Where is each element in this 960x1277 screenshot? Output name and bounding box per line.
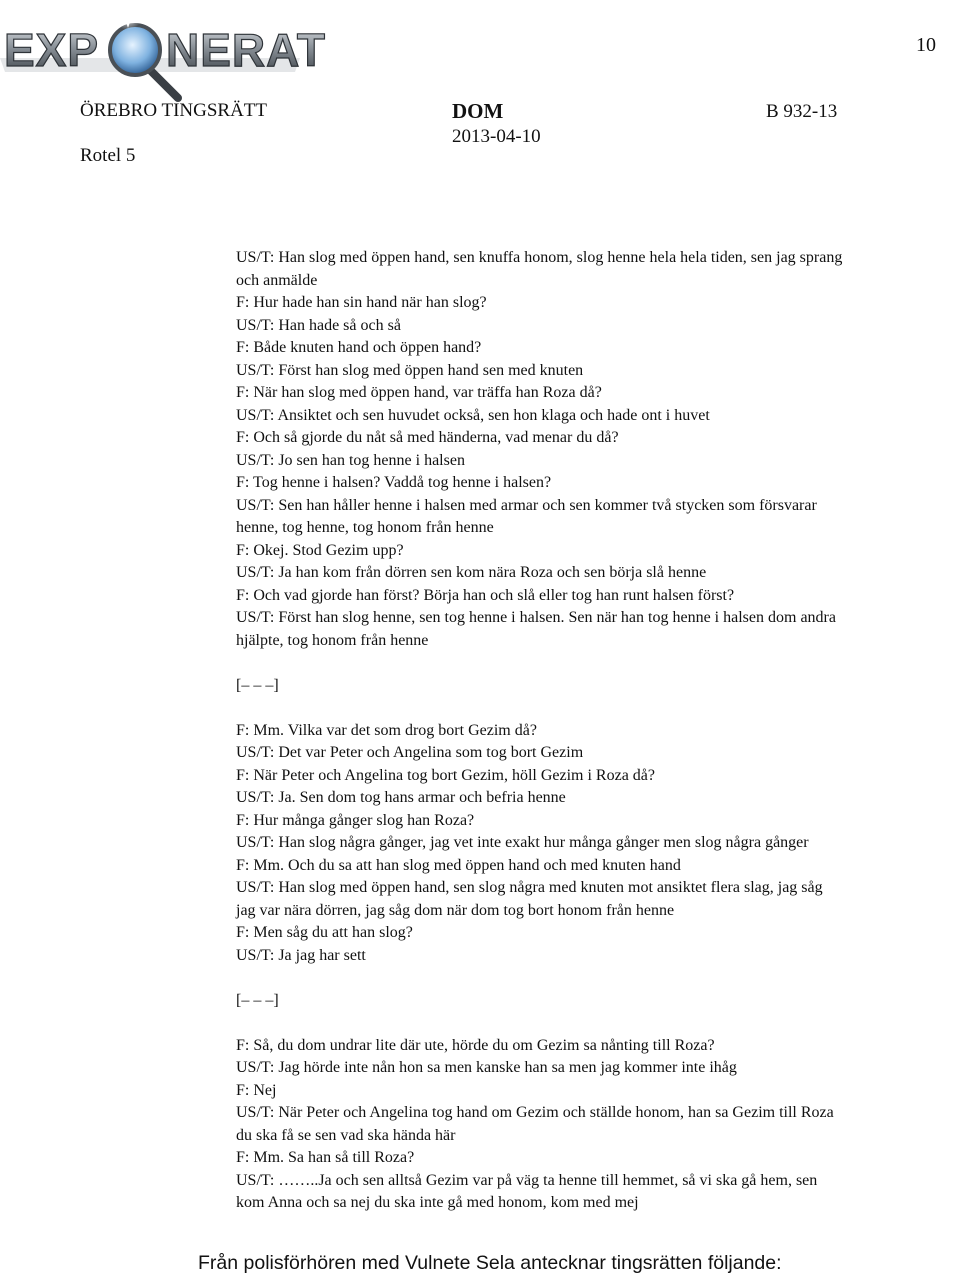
transcript-line: F: Så, du dom undrar lite där ute, hörde du om Gezim sa nånting till Roza? [236, 1036, 715, 1054]
transcript-line: kom Anna och sa nej du ska inte gå med honom, kom med mej [236, 1194, 639, 1211]
transcript-line: US/T: När Peter och Angelina tog hand om Gezim och ställde honom, han sa Gezim till Roza [236, 1104, 834, 1121]
document-type: DOM [452, 99, 504, 123]
svg-text:EXP: EXP [4, 24, 100, 76]
transcript-line: F: Och så gjorde du nåt så med händerna, vad menar du då? [236, 429, 619, 446]
transcript-line: och anmälde [236, 271, 318, 289]
paragraph-gap [236, 697, 936, 720]
transcript-line: US/T: ……..Ja och sen alltså Gezim var på väg ta henne till hemmet, så vi ska gå hem, sen [236, 1171, 818, 1189]
transcript-line: US/T: Jag hörde inte nån hon sa men kanske han sa men jag kommer inte ihåg [236, 1059, 737, 1076]
transcript-line: F: Hur hade han sin hand när han slog? [236, 294, 487, 311]
transcript-line: US/T: Han slog med öppen hand, sen slog några med knuten mot ansiktet flera slag, jag såg [236, 879, 823, 896]
transcript-line: henne, tog henne, tog honom från henne [236, 519, 494, 536]
transcript-line: US/T: Han hade så och så [236, 316, 401, 334]
court-name: ÖREBRO TINGSRÄTT [80, 100, 268, 121]
transcript-line: US/T: Ja jag har sett [236, 946, 366, 964]
transcript-line: F: Okej. Stod Gezim upp? [236, 541, 404, 559]
transcript-line: F: Tog henne i halsen? Vaddå tog henne i halsen? [236, 474, 552, 491]
page-number: 10 [916, 34, 936, 56]
transcript-line: F: Men såg du att han slog? [236, 924, 413, 941]
transcript-line: F: Nej [236, 1081, 277, 1099]
paragraph-gap [236, 1012, 936, 1035]
transcript-line: US/T: Han slog några gånger, jag vet inte exakt hur många gånger men slog några gånger [236, 834, 809, 851]
case-number: B 932-13 [766, 101, 838, 122]
paragraph-gap [236, 967, 936, 990]
transcript-line: US/T: Ansiktet och sen huvudet också, sen hon klaga och hade ont i huvet [236, 406, 710, 424]
transcript-line: F: Mm. Vilka var det som drog bort Gezim då? [236, 721, 537, 739]
svg-text:NERAT: NERAT [166, 24, 327, 76]
transcript-line: US/T: Ja. Sen dom tog hans armar och befria henne [236, 789, 566, 806]
transcript-line: jag var nära dörren, jag såg dom när dom tog bort honom från henne [236, 901, 675, 919]
transcript-line: US/T: Jo sen han tog henne i halsen [236, 451, 465, 469]
transcript-line: hjälpte, tog honom från henne [236, 631, 429, 649]
transcript-line: F: När Peter och Angelina tog bort Gezim, höll Gezim i Roza då? [236, 766, 655, 784]
footer-text: Från polisförhören med Vulnete Sela antecknar tingsrätten följande: [198, 1252, 782, 1274]
transcript-line: [– – –] [236, 676, 279, 694]
transcript-line: US/T: Först han slog med öppen hand sen med knuten [236, 361, 584, 379]
exponerat-logo [0, 0, 327, 100]
transcript-line: US/T: Ja han kom från dörren sen kom nära Roza och sen börja slå henne [236, 564, 707, 581]
transcript-line: F: Mm. Och du sa att han slog med öppen hand och med knuten hand [236, 856, 681, 874]
transcript-line: F: Både knuten hand och öppen hand? [236, 339, 482, 356]
transcript-line: US/T: Han slog med öppen hand, sen knuffa honom, slog henne hela hela tiden, sen jag sprang [236, 249, 843, 266]
transcript-line: US/T: Sen han håller henne i halsen med armar och sen kommer två stycken som försvarar [236, 496, 817, 514]
transcript-line: F: Hur många gånger slog han Roza? [236, 811, 475, 829]
document-date: 2013-04-10 [452, 126, 541, 147]
transcript-body [236, 247, 936, 1215]
transcript-line: [– – –] [236, 991, 279, 1009]
rotel-label: Rotel 5 [80, 145, 136, 166]
transcript-line: F: Mm. Sa han så till Roza? [236, 1149, 415, 1166]
transcript-line: F: När han slog med öppen hand, var träffa han Roza då? [236, 384, 602, 401]
transcript-line: US/T: Det var Peter och Angelina som tog bort Gezim [236, 744, 584, 761]
paragraph-gap [236, 652, 936, 675]
transcript-line: F: Och vad gjorde han först? Börja han och slå eller tog han runt halsen först? [236, 586, 735, 604]
transcript-line: du ska få se sen vad ska hända här [236, 1126, 456, 1144]
transcript-line: US/T: Först han slog henne, sen tog henne i halsen. Sen när han tog henne i halsen dom andra [236, 609, 836, 626]
